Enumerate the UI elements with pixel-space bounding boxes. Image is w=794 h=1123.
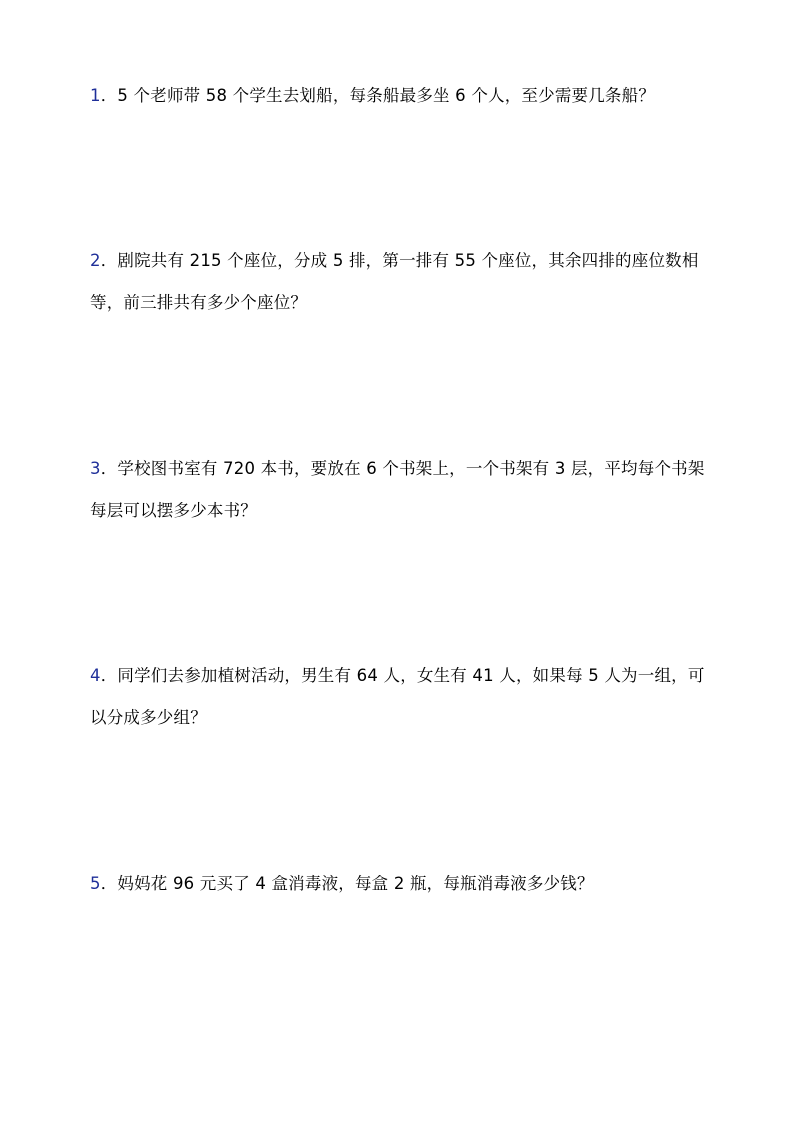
problem-1 xyxy=(90,75,708,117)
problem-5 xyxy=(90,863,708,905)
problem-number: 4 xyxy=(90,666,101,685)
problem-text: ．同学们去参加植树活动，男生有 64 人，女生有 41 人，如果每 5 人为一组，可以分成多少组？ xyxy=(90,666,705,727)
problem-4 xyxy=(90,655,708,739)
problem-number: 1 xyxy=(90,86,101,105)
problem-text: ．5 个老师带 58 个学生去划船，每条船最多坐 6 个人，至少需要几条船？ xyxy=(100,86,656,105)
problem-text: ．学校图书室有 720 本书，要放在 6 个书架上，一个书架有 3 层，平均每个书架每层可以摆多少本书？ xyxy=(90,459,705,520)
problem-number: 2 xyxy=(90,251,101,270)
problem-number: 3 xyxy=(90,459,101,478)
problem-2 xyxy=(90,240,708,324)
problem-3 xyxy=(90,448,708,532)
problem-text: ．妈妈花 96 元买了 4 盒消毒液，每盒 2 瓶，每瓶消毒液多少钱？ xyxy=(100,874,594,893)
problem-number: 5 xyxy=(90,874,101,893)
problem-text: ．剧院共有 215 个座位，分成 5 排，第一排有 55 个座位，其余四排的座位数相等，前三排共有多少个座位？ xyxy=(90,251,699,312)
